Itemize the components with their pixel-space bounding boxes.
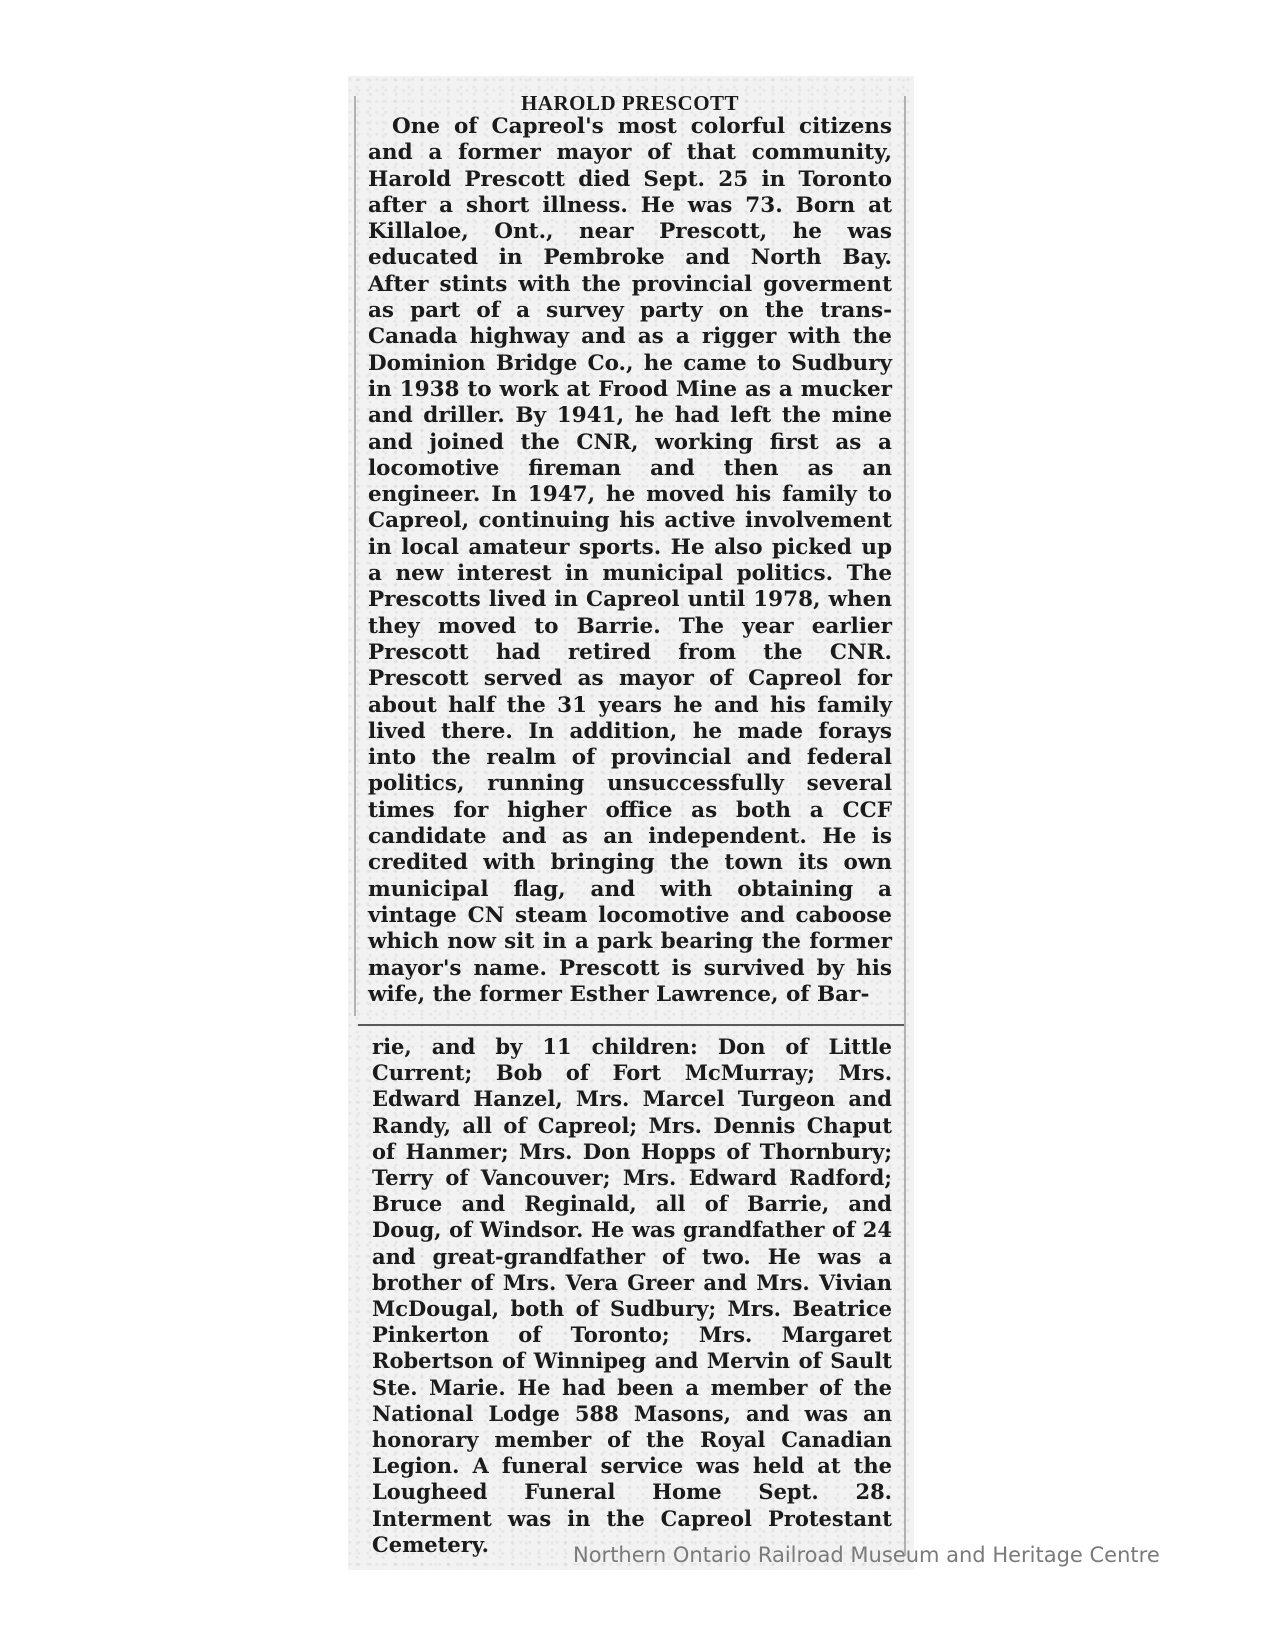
column-divider: [358, 1024, 904, 1026]
clipping-left-edge: [354, 96, 356, 1016]
obituary-paragraph-2: rie, and by 11 children: Don of Little Current; Bob of Fort McMurray; Mrs. Edward Hanzel, Mrs. Marcel Turgeon and Randy, all of Capreol; Mrs. Dennis Chaput of Hanmer; Mrs. Don Hopps of Thornbury; Terry of Vancouver; Mrs. Edward Radford; Bruce and Reginald, all of Barrie, and Doug, of Windsor. He was grandfather of 24 and great-grandfather of two. He was a brother of Mrs. Vera Greer and Mrs. Vivian McDougal, both of Sudbury; Mrs. Beatrice Pinkerton of Toronto; Mrs. Margaret Robertson of Winnipeg and Mervin of Sault Ste. Marie. He had been a member of the National Lodge 588 Masons, and was an honorary member of the Royal Canadian Legion. A funeral service was held at the Lougheed Funeral Home Sept. 28. Interment was in the Capreol Protestant Cemetery.: [372, 1034, 892, 1557]
obituary-paragraph-1: One of Capreol's most colorful citizens and a former mayor of that community, Harold Prescott died Sept. 25 in Toronto after a short illness. He was 73. Born at Killaloe, Ont., near Prescott, he was educated in Pembroke and North Bay. After stints with the provincial goverment as part of a survey party on the trans-Canada highway and as a rigger with the Dominion Bridge Co., he came to Sudbury in 1938 to work at Frood Mine as a mucker and driller. By 1941, he had left the mine and joined the CNR, working first as a locomotive fireman and then as an engineer. In 1947, he moved his family to Capreol, continuing his active involvement in local amateur sports. He also picked up a new interest in municipal politics. The Prescotts lived in Capreol until 1978, when they moved to Barrie. The year earlier Prescott had retired from the CNR. Prescott served as mayor of Capreol for about half the 31 years he and his family lived there. In addition, he made forays into the realm of provincial and federal politics, running unsuccessfully several times for higher office as both a CCF candidate and as an independent. He is credited with bringing the town its own municipal flag, and with obtaining a vintage CN steam locomotive and caboose which now sit in a park bearing the former mayor's name. Prescott is survived by his wife, the former Esther Lawrence, of Bar-: [368, 114, 892, 1007]
clipping-column-bottom: [372, 1034, 892, 1558]
obituary-heading: HAROLD PRESCOTT: [520, 91, 740, 115]
museum-credit: Northern Ontario Railroad Museum and Heritage Centre: [573, 1543, 1160, 1567]
clipping-column-top: [368, 92, 892, 1008]
newspaper-clipping: [348, 76, 914, 1570]
clipping-right-edge: [904, 96, 906, 1556]
